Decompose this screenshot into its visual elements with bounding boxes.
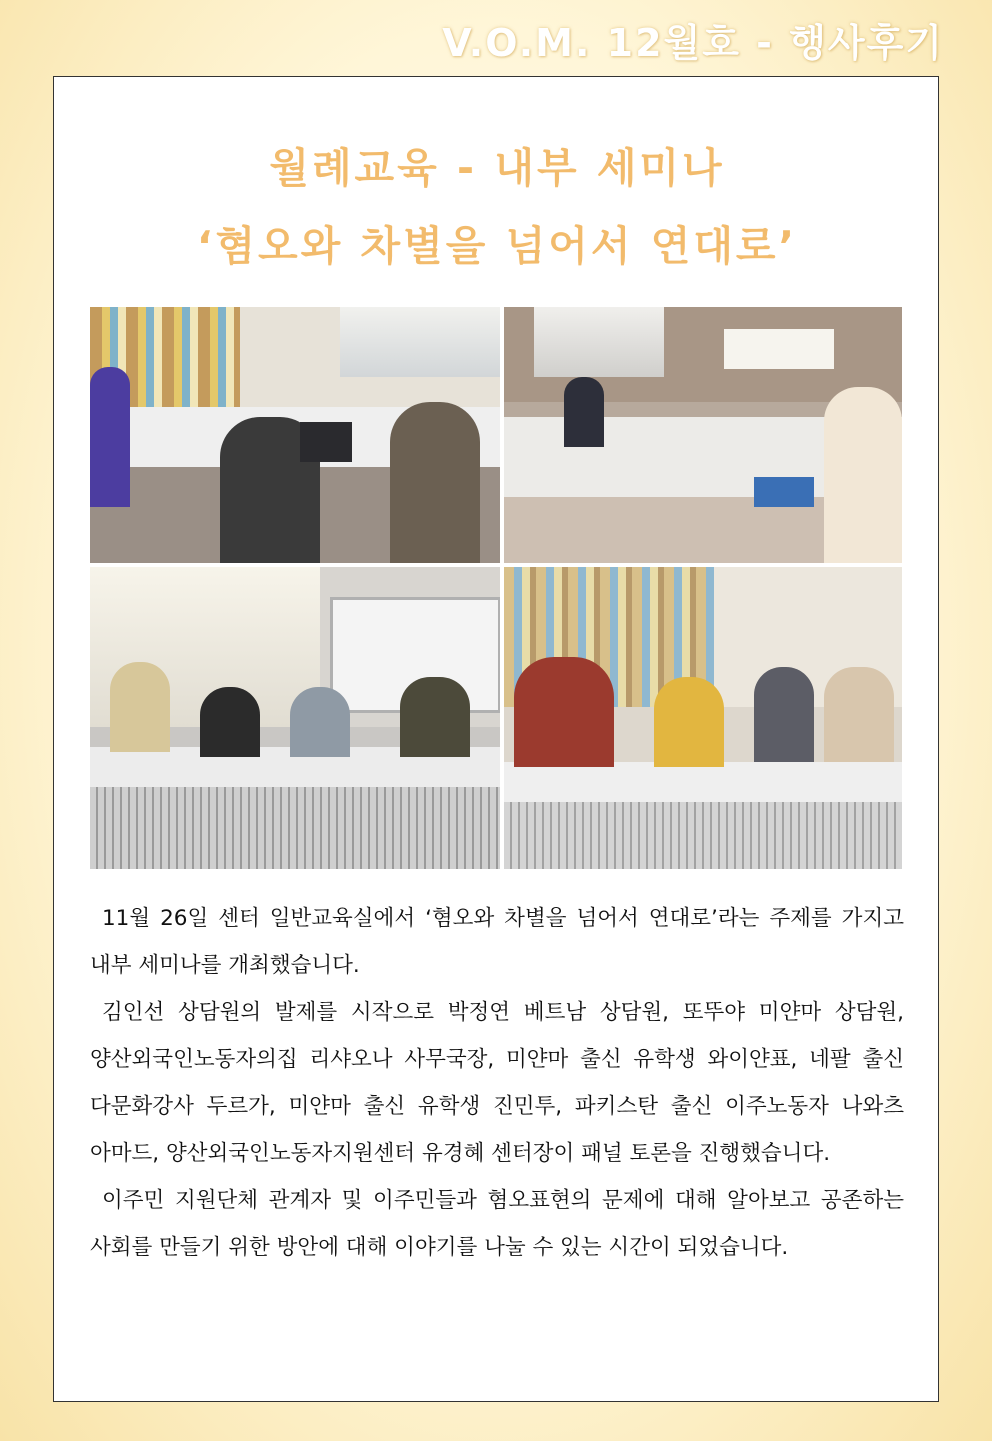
article-title-line-1: 월례교육 - 내부 세미나	[269, 144, 725, 192]
photo-collage	[90, 307, 902, 869]
article-paragraph-3: 이주민 지원단체 관계자 및 이주민들과 혐오표현의 문제에 대해 알아보고 공존하는 사회를 만들기 위한 방안에 대해 이야기를 나눌 수 있는 시간이 되었습니다.	[90, 1188, 904, 1260]
article-body	[90, 895, 904, 1271]
article-paragraph-1: 11월 26일 센터 일반교육실에서 ‘혐오와 차별을 넘어서 연대로’라는 주제를 가지고 내부 세미나를 개최했습니다.	[90, 906, 904, 978]
page-header-title: V.O.M. 12월호 - 행사후기	[442, 21, 944, 65]
seminar-photo-2	[504, 307, 902, 563]
seminar-photo-4	[504, 567, 902, 869]
article-title-line-2: ‘혐오와 차별을 넘어서 연대로’	[196, 222, 798, 270]
seminar-photo-1	[90, 307, 500, 563]
article-paragraph-2: 김인선 상담원의 발제를 시작으로 박정연 베트남 상담원, 또뚜야 미얀마 상담원, 양산외국인노동자의집 리샤오나 사무국장, 미얀마 출신 유학생 와이얀표, 네팔 출신 다문화강사 두르가, 미얀마 출신 유학생 진민투, 파키스탄 출신 이주노동자 나와츠 아마드, 양산외국인노동자지원센터 유경혜 센터장이 패널 토론을 진행했습니다.	[90, 1000, 904, 1166]
article-panel	[53, 76, 939, 1402]
seminar-photo-3	[90, 567, 500, 869]
